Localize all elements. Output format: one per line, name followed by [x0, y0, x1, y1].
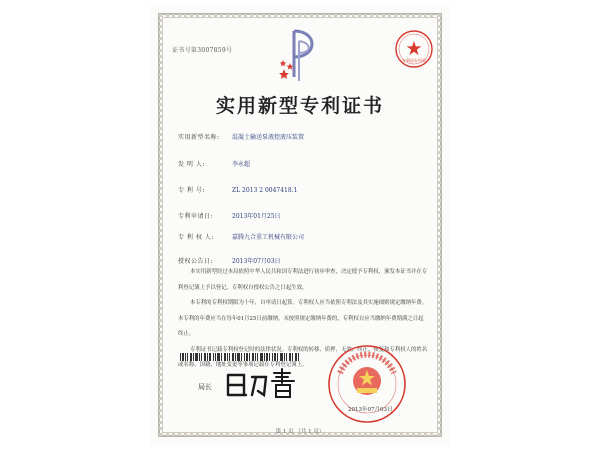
field-utility-model-name: 实用新型名称: 混凝土输送泵液控液压装置	[178, 134, 305, 141]
seal-date: 2013年07月03日	[348, 407, 393, 413]
certificate-number: 证书号第3007859号	[172, 47, 233, 54]
body-paragraph: 本实用新型经过本局依照中华人民共和国专利法进行初步审查，决定授予专利权，颁发本证书并在专利登记簿上予以登记。专利权自授权公告之日起生效。	[178, 269, 428, 291]
official-seal-top-icon	[394, 29, 434, 69]
director-label: 局长	[198, 383, 212, 391]
field-grant-date: 授权公告日: 2013年07月03日	[178, 258, 281, 265]
page-number: 第 1 页 （共 1 页）	[275, 429, 325, 435]
patent-office-logo-icon	[278, 27, 320, 85]
certificate-title: 实用新型专利证书	[215, 95, 384, 117]
body-paragraph: 本专利的专利权期限为十年，自申请日起算。专利权人应当依照专利法及其实施细则规定缴纳年费。本专利的年费应当在每年01月25日前缴纳。未按照规定缴纳年费的，专利权自应当缴纳年费期满之日起终止。	[178, 300, 428, 337]
body-paragraph: 专利证书记载专利权登记时的法律状况。专利权的转移、质押、无效、终止、恢复和专利权人的姓名或名称、国籍、地址变更等事项记载在专利登记簿上。	[178, 346, 428, 368]
barcode-icon	[180, 353, 300, 361]
field-patent-number: 专 利 号: ZL 2013 2 0047418.1	[178, 187, 298, 194]
field-inventor: 发 明 人: 李永超	[178, 161, 251, 168]
director-signature-icon	[222, 367, 310, 401]
field-patentee: 专 利 权 人: 嘉腾九合重工机械有限公司	[178, 234, 305, 241]
svg-text:专利局专用章: 专利局专用章	[402, 58, 426, 63]
field-application-date: 专利申请日: 2013年01月25日	[178, 213, 281, 220]
patent-certificate	[150, 5, 450, 445]
